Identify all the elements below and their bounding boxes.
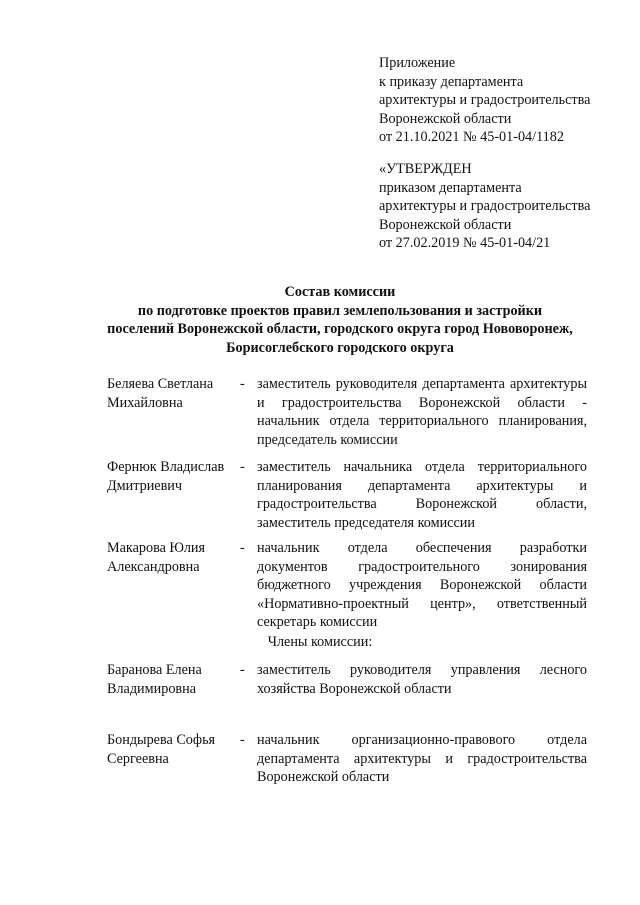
member-role: заместитель начальника отдела территориального планирования департамента архитектуры и градостроительства Воронежской области, заместитель председателя комиссии: [257, 459, 587, 531]
title-line: Борисоглебского городского округа: [226, 339, 454, 356]
member-dash: -: [240, 459, 245, 475]
title-line: по подготовке проектов правил землепользования и застройки: [137, 302, 543, 319]
document-title: [80, 283, 600, 357]
approval-line: архитектуры и градостроительства: [379, 198, 591, 214]
member-role: заместитель руководителя управления лесного хозяйства Воронежской области: [257, 662, 587, 697]
member-name: Макарова Юлия Александровна: [107, 540, 206, 575]
member-name: Баранова Елена Владимировна: [107, 662, 202, 697]
member-dash: -: [240, 540, 245, 556]
member-role: начальник отдела обеспечения разработки документов градостроительного зонирования бюджетного учреждения Воронежской области «Нормативно-проектный центр», ответственный секретарь комиссии: [257, 540, 587, 630]
member-role: заместитель руководителя департамента архитектуры и градостроительства Воронежской области - начальник отдела территориального планирования, председатель комиссии: [257, 376, 587, 448]
member-name: Фернюк Владислав Дмитриевич: [107, 459, 225, 494]
member-role: начальник организационно-правового отдела департамента архитектуры и градостроительства Воронежской области: [257, 732, 587, 785]
title-line: Состав комиссии: [284, 284, 396, 300]
appendix-line: от 21.10.2021 № 45-01-04/1182: [379, 129, 564, 145]
member-dash: -: [240, 732, 245, 748]
approval-line: Воронежской области: [379, 216, 512, 233]
approval-block: [379, 160, 590, 253]
member-name: Бондырева Софья Сергеевна: [107, 732, 216, 767]
members-heading: Члены комиссии:: [267, 634, 373, 650]
appendix-line: Воронежской области: [379, 110, 512, 127]
appendix-block: [379, 54, 590, 147]
member-name: Беляева Светлана Михайловна: [107, 376, 214, 411]
approval-line: «УТВЕРЖДЕН: [379, 161, 472, 177]
appendix-line: Приложение: [379, 55, 456, 71]
title-line: поселений Воронежской области, городского округа город Нововоронеж,: [107, 321, 573, 337]
appendix-line: к приказу департамента: [379, 73, 524, 90]
member-dash: -: [240, 662, 245, 678]
appendix-line: архитектуры и градостроительства: [379, 92, 591, 108]
approval-line: приказом департамента: [379, 179, 522, 196]
approval-line: от 27.02.2019 № 45-01-04/21: [379, 235, 551, 251]
member-dash: -: [240, 376, 245, 392]
